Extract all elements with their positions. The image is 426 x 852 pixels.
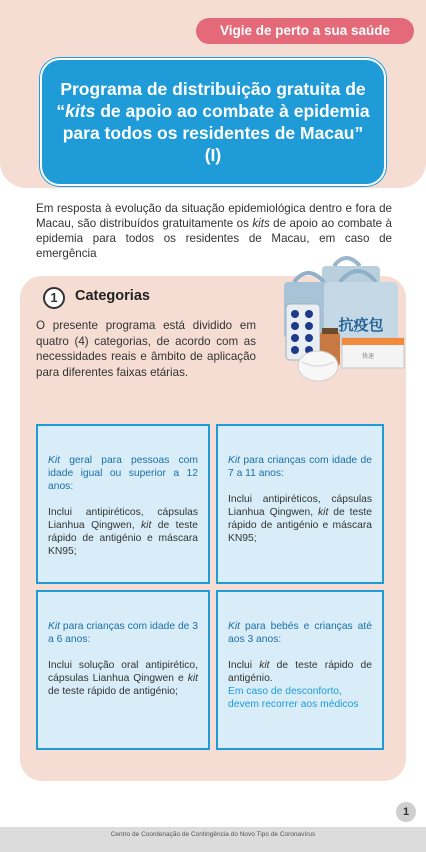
page-title	[40, 58, 386, 186]
section-title: Categorias	[75, 288, 150, 304]
section-number: 1	[43, 287, 65, 309]
kit-card-body: Inclui kit de teste rápido de antigénio.	[228, 660, 372, 684]
section-description: O presente programa está dividido em quatro (4) categorias, de acordo com as necessidades reais e âmbito de aplicação para diferentes faixas etárias.	[36, 319, 256, 379]
kit-card-title: Kit para bebés e crianças até aos 3 anos:	[228, 621, 372, 645]
test-kit-box-label: 快速	[362, 353, 375, 360]
kit-card-body: Inclui antipiréticos, cápsulas Lianhua Qingwen, kit de teste rápido de antigénio e máscara KN95;	[228, 494, 372, 544]
kit-card-title: Kit para crianças com idade de 7 a 11 anos:	[228, 455, 372, 479]
kit-card-title: Kit para crianças com idade de 3 a 6 anos:	[48, 621, 198, 645]
kit-card-3-6	[36, 590, 210, 750]
kit-card-note: Em caso de desconforto, devem recorrer aos médicos	[228, 686, 359, 710]
illustration-label: 抗疫包	[338, 316, 384, 334]
mask-icon	[298, 351, 338, 381]
footer-text: Centro de Coordenação de Contingência do Novo Tipo de Coronavírus	[110, 831, 316, 838]
kit-card-12-plus	[36, 424, 210, 584]
kit-card-under-3	[216, 590, 384, 750]
header-tag: Vigie de perto a sua saúde	[196, 18, 414, 44]
test-kit-box-icon	[342, 338, 404, 368]
page-number: 1	[396, 802, 416, 822]
kit-card-title: Kit geral para pessoas com idade igual ou superior a 12 anos:	[48, 455, 198, 492]
kit-illustration	[262, 252, 412, 387]
kit-card-body: Inclui solução oral antipirético, cápsulas Lianhua Qingwen e kit de teste rápido de antigénio;	[48, 660, 198, 697]
intro-paragraph: Em resposta à evolução da situação epidemiológica dentro e fora de Macau, são distribuídos gratuitamente os kits de apoio ao combate à epidemia para todos os residentes de Macau, em caso de emergência	[36, 202, 392, 260]
kit-card-7-11	[216, 424, 384, 584]
page-title-text: Programa de distribuição gratuita de “kits de apoio ao combate à epidemia para todos os residentes de Macau” (I)	[56, 79, 370, 165]
kit-card-body: Inclui antipiréticos, cápsulas Lianhua Qingwen, kit de teste rápido de antigénio e máscara KN95;	[48, 507, 198, 557]
